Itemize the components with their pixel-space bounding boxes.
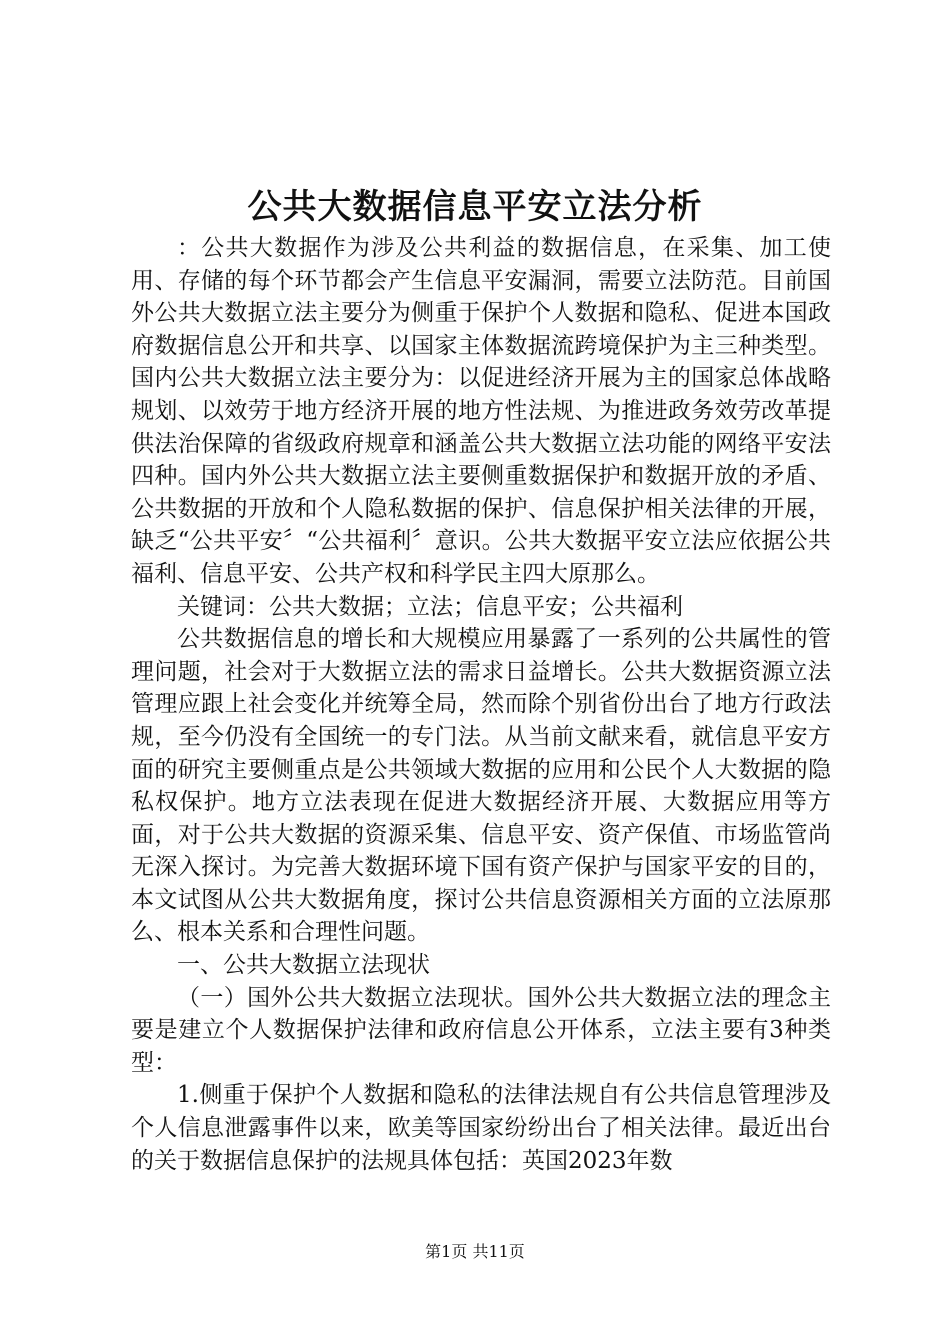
abstract-paragraph: ：公共大数据作为涉及公共利益的数据信息，在采集、加工使用、存储的每个环节都会产生信息平安漏洞，需要立法防范。目前国外公共大数据立法主要分为侧重于保护个人数据和隐私、促进本国政府数据信息公开和共享、以国家主体数据流跨境保护为主三种类型。国内公共大数据立法主要分为：以促进经济开展为主的国家总体战略规划、以效劳于地方经济开展的地方性法规、为推进政务效劳改革提供法治保障的省级政府规章和涵盖公共大数据立法功能的网络平安法四种。国内外公共大数据立法主要侧重数据保护和数据开放的矛盾、公共数据的开放和个人隐私数据的保护、信息保护相关法律的开展，缺乏“公共平安〞“公共福利〞意识。公共大数据平安立法应依据公共福利、信息平安、公共产权和科学民主四大原那么。 [131,235,831,587]
document-body [131,232,831,1177]
subsection-paragraph: （一）国外公共大数据立法现状。国外公共大数据立法的理念主要是建立个人数据保护法律和政府信息公开体系，立法主要有3种类型： [131,984,831,1076]
keywords-paragraph: 关键词：公共大数据；立法；信息平安；公共福利 [177,593,683,620]
intro-paragraph: 公共数据信息的增长和大规模应用暴露了一系列的公共属性的管理问题，社会对于大数据立法的需求日益增长。公共大数据资源立法管理应跟上社会变化并统筹全局，然而除个别省份出台了地方行政法规，至今仍没有全国统一的专门法。从当前文献来看，就信息平安方面的研究主要侧重点是公共领域大数据的应用和公民个人大数据的隐私权保护。地方立法表现在促进大数据经济开展、大数据应用等方面，对于公共大数据的资源采集、信息平安、资产保值、市场监管尚无深入探讨。为完善大数据环境下国有资产保护与国家平安的目的，本文试图从公共大数据角度，探讨公共信息资源相关方面的立法原那么、根本关系和合理性问题。 [131,626,831,946]
page-footer: 第1页 共11页 [425,1242,525,1261]
section-heading: 一、公共大数据立法现状 [177,952,430,979]
document-title: 公共大数据信息平安立法分析 [247,187,703,227]
list-item-paragraph: 1.侧重于保护个人数据和隐私的法律法规自有公共信息管理涉及个人信息泄露事件以来，欧美等国家纷纷出台了相关法律。最近出台的关于数据信息保护的法规具体包括：英国2023年数 [131,1082,831,1174]
